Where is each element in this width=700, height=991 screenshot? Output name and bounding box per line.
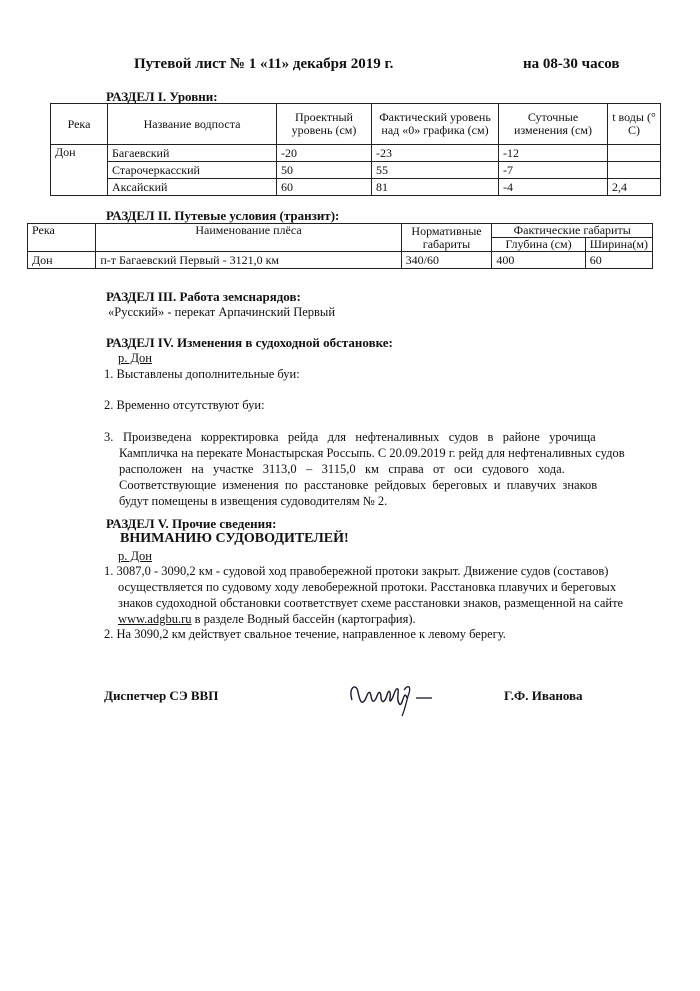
levels-fact: 55 bbox=[372, 162, 499, 179]
waybill-time: на 08-30 часов bbox=[523, 56, 620, 72]
dispatcher-name: Г.Ф. Иванова bbox=[504, 688, 583, 703]
levels-river: Дон bbox=[51, 145, 108, 196]
transit-header-river: Река bbox=[28, 224, 96, 252]
section5-item1 bbox=[104, 563, 656, 627]
levels-change: -4 bbox=[499, 179, 608, 196]
table-row bbox=[28, 252, 653, 269]
section3-text: «Русский» - перекат Арпачинский Первый bbox=[108, 305, 336, 319]
levels-fact: -23 bbox=[372, 145, 499, 162]
section4-river: р. Дон bbox=[118, 351, 152, 365]
section4-item2: 2. Временно отсутствуют буи: bbox=[104, 398, 265, 412]
transit-header-width: Ширина(м) bbox=[585, 238, 652, 252]
text-line bbox=[104, 611, 656, 627]
levels-table bbox=[50, 103, 661, 196]
transit-norm: 340/60 bbox=[401, 252, 492, 269]
section2-title: РАЗДЕЛ II. Путевые условия (транзит): bbox=[106, 208, 340, 223]
attention-heading: ВНИМАНИЮ СУДОВОДИТЕЛЕЙ! bbox=[120, 531, 349, 546]
transit-width: 60 bbox=[585, 252, 652, 269]
section3-title: РАЗДЕЛ III. Работа земснарядов: bbox=[106, 289, 301, 304]
text-line: будут помещены в извещения судоводителям № 2. bbox=[119, 494, 388, 508]
levels-fact: 81 bbox=[372, 179, 499, 196]
section5-title: РАЗДЕЛ V. Прочие сведения: bbox=[106, 516, 277, 531]
levels-header-change: Суточные изменения (см) bbox=[499, 104, 608, 145]
levels-temp bbox=[608, 162, 661, 179]
levels-header-post: Название водпоста bbox=[108, 104, 277, 145]
section5-river: р. Дон bbox=[118, 549, 152, 563]
section4-item3-num: 3. bbox=[104, 430, 114, 444]
transit-header-fact: Фактические габариты bbox=[492, 224, 653, 238]
text-line: Соответствующие изменения по расстановке рейдовых береговых и плавучих знаков bbox=[119, 478, 598, 492]
transit-river: Дон bbox=[28, 252, 96, 269]
link-suffix: в разделе Водный бассейн (картография). bbox=[191, 612, 416, 626]
table-row bbox=[51, 145, 661, 162]
levels-project: 50 bbox=[277, 162, 372, 179]
levels-project: -20 bbox=[277, 145, 372, 162]
transit-depth: 400 bbox=[492, 252, 585, 269]
signature-image bbox=[344, 678, 439, 718]
website-link[interactable]: www.adgbu.ru bbox=[118, 612, 192, 626]
text-line: расположен на участке 3113,0 – 3115,0 км справа от оси судового хода. bbox=[119, 462, 565, 476]
levels-post-name: Аксайский bbox=[108, 179, 277, 196]
levels-post-name: Старочеркасский bbox=[108, 162, 277, 179]
levels-temp: 2,4 bbox=[608, 179, 661, 196]
waybill-title: Путевой лист № 1 «11» декабря 2019 г. bbox=[134, 56, 394, 72]
transit-name: п-т Багаевский Первый - 3121,0 км bbox=[96, 252, 401, 269]
table-row bbox=[51, 162, 661, 179]
transit-header-row bbox=[28, 224, 653, 238]
text-line: осуществляется по судовому ходу левобережной протоки. Расстановка плавучих и береговых bbox=[118, 580, 617, 594]
text-line: Кампличка на перекате Монастырская Россыпь. С 20.09.2019 г. рейд для нефтеналивных судов bbox=[119, 446, 625, 460]
text-line: знаков судоходной обстановки соответствует схеме расстановки знаков, размещенной на сайте bbox=[118, 596, 624, 610]
transit-header-name: Наименование плёса bbox=[96, 224, 401, 252]
transit-table bbox=[27, 223, 653, 269]
section4-title: РАЗДЕЛ IV. Изменения в судоходной обстановке: bbox=[106, 335, 393, 350]
levels-temp bbox=[608, 145, 661, 162]
section4-item1: 1. Выставлены дополнительные буи: bbox=[104, 367, 300, 381]
table-row bbox=[51, 179, 661, 196]
section4-item3-body bbox=[119, 445, 655, 509]
transit-header-norm: Нормативные габариты bbox=[401, 224, 492, 252]
section5-item2: 2. На 3090,2 км действует свальное течение, направленное к левому берегу. bbox=[104, 627, 506, 641]
text-line: 1. 3087,0 - 3090,2 км - судовой ход правобережной протоки закрыт. Движение судов (составов) bbox=[104, 564, 609, 578]
levels-project: 60 bbox=[277, 179, 372, 196]
levels-header-river: Река bbox=[51, 104, 108, 145]
levels-header-project: Проектный уровень (см) bbox=[277, 104, 372, 145]
levels-header-temp: t воды (° С) bbox=[608, 104, 661, 145]
levels-header-fact: Фактический уровень над «0» графика (см) bbox=[372, 104, 499, 145]
levels-change: -7 bbox=[499, 162, 608, 179]
transit-header-depth: Глубина (см) bbox=[492, 238, 585, 252]
levels-post-name: Багаевский bbox=[108, 145, 277, 162]
dispatcher-position: Диспетчер СЭ ВВП bbox=[104, 688, 219, 703]
levels-change: -12 bbox=[499, 145, 608, 162]
section4-item3-first: Произведена корректировка рейда для нефтеналивных судов в районе урочища bbox=[123, 430, 596, 444]
levels-header-row bbox=[51, 104, 661, 145]
section1-title: РАЗДЕЛ I. Уровни: bbox=[106, 89, 218, 104]
